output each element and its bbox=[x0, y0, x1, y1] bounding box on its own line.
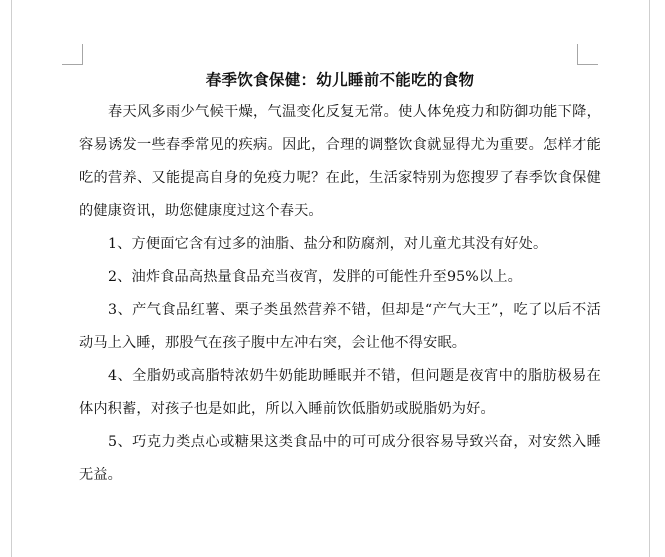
list-item-1: 1、方便面它含有过多的油脂、盐分和防腐剂，对儿童尤其没有好处。 bbox=[108, 236, 548, 252]
top-right-margin-marker bbox=[577, 44, 598, 65]
list-item-4: 4、全脂奶或高脂特浓奶牛奶能助睡眠并不错，但问题是夜宵中的脂肪极易在体内积蓄，对孩子也是如此，所以入睡前饮低脂奶或脱脂奶为好。 bbox=[79, 368, 601, 417]
page-left-edge bbox=[11, 0, 12, 557]
intro-paragraph: 春天风多雨少气候干燥，气温变化反复无常。使人体免疫力和防御功能下降，容易诱发一些春季常见的疾病。因此，合理的调整饮食就显得尤为重要。怎样才能吃的营养、又能提高自身的免疫力呢？在此，生活家特别为您搜罗了春季饮食保健的健康资讯，助您健康度过这个春天。 bbox=[79, 104, 601, 219]
document-body[interactable] bbox=[79, 68, 601, 492]
list-item-5: 5、巧克力类点心或糖果这类食品中的可可成分很容易导致兴奋，对安然入睡无益。 bbox=[79, 434, 601, 483]
top-left-margin-marker bbox=[62, 44, 83, 65]
page-right-edge bbox=[649, 0, 650, 557]
list-item-2: 2、油炸食品高热量食品充当夜宵，发胖的可能性升至95%以上。 bbox=[108, 269, 522, 285]
document-title: 春季饮食保健：幼儿睡前不能吃的食物 bbox=[205, 70, 475, 89]
list-item-3: 3、产气食品红薯、栗子类虽然营养不错，但却是“产气大王”，吃了以后不活动马上入睡，那股气在孩子腹中左冲右突，会让他不得安眠。 bbox=[79, 302, 601, 351]
